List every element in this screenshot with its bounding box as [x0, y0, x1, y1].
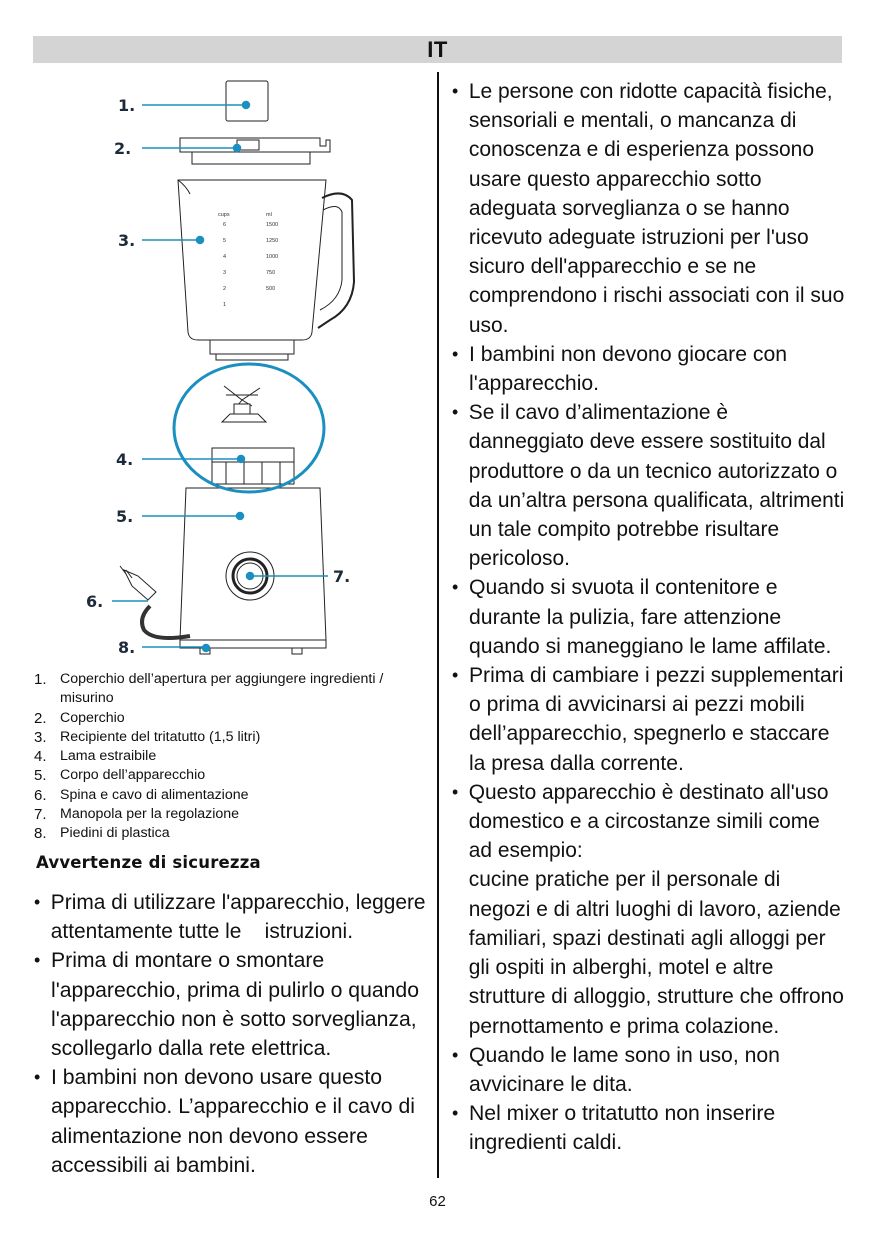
safety-bullet: • Quando le lame sono in uso, non avvicinare le dita.	[452, 1041, 844, 1099]
callout-7: 7.	[333, 567, 351, 586]
language-code: IT	[427, 37, 448, 62]
jar-scale-right-2: 1250	[266, 238, 279, 244]
parts-list-item: 7. Manopola per la regolazione	[34, 806, 240, 824]
safety-list-right	[452, 77, 844, 1158]
safety-section-title: Avvertenze di sicurezza	[36, 853, 261, 872]
callout-3: 3.	[118, 231, 136, 250]
jar-scale-right-1: 1500	[266, 222, 279, 228]
callout-6: 6.	[86, 592, 104, 611]
jar-scale-left-6: 1	[223, 302, 227, 308]
parts-list-item: 5. Corpo dell’apparecchio	[34, 767, 206, 785]
parts-list-item: 1. Coperchio dell’apertura per aggiungere ingredienti / misurino	[34, 671, 384, 707]
parts-list-item: 6. Spina e cavo di alimentazione	[34, 786, 249, 804]
safety-bullet: • Questo apparecchio è destinato all'uso domestico e a circostanze simili come ad esempio: cucine pratiche per il personale di negozi e di altri luoghi di lavoro, aziende familiari, spazi destinati agli alloggi per gli ospiti in alberghi, motel e altre strutture di alloggio, strutture che offrono pernottamento e prima colazione.	[452, 778, 861, 1041]
jar-scale-right-5: 500	[266, 286, 276, 292]
parts-list-item: 3. Recipiente del tritatutto (1,5 litri)	[34, 728, 261, 746]
safety-list-left	[34, 888, 426, 1180]
blade-base-drawing	[212, 448, 294, 484]
callout-1: 1.	[118, 96, 136, 115]
jar-scale-left-head: cups	[218, 212, 230, 218]
safety-bullet: • I bambini non devono giocare con l'apparecchio.	[452, 340, 844, 398]
safety-bullet: • Prima di cambiare i pezzi supplementari o prima di avvicinarsi ai pezzi mobili dell’apparecchio, spegnerlo e staccare la presa dalla corrente.	[452, 661, 861, 778]
page-number: 62	[429, 1193, 446, 1210]
safety-bullet: • Le persone con ridotte capacità fisiche, sensoriali e mentali, o mancanza di conoscenza e di esperienza possono usare questo apparecchio sotto adeguata sorveglianza o se hanno ricevuto adeguate istruzioni per l'uso sicuro dell'apparecchio e se ne comprendono i rischi associati con il suo uso.	[452, 77, 861, 340]
jar-scale-left-2: 5	[223, 238, 227, 244]
safety-bullet: • I bambini non devono usare questo apparecchio. L’apparecchio e il cavo di alimentazione non devono essere accessibili ai bambini.	[34, 1063, 426, 1180]
parts-list-item: 2. Coperchio	[34, 709, 125, 727]
safety-bullet: • Prima di montare o smontare l'apparecchio, prima di pulirlo o quando l'apparecchio non è sotto sorveglianza, scollegarlo dalla rete elettrica.	[34, 946, 426, 1063]
jar-scale-right-3: 1000	[266, 254, 279, 260]
parts-list-item: 8. Piedini di plastica	[34, 825, 170, 843]
jar-scale-right-head: ml	[266, 212, 272, 218]
column-divider	[437, 72, 439, 1178]
jar-drawing	[178, 180, 326, 340]
callout-8: 8.	[118, 638, 136, 657]
callout-4: 4.	[116, 450, 134, 469]
jar-scale-left-3: 4	[223, 254, 227, 260]
jar-scale-left-1: 6	[223, 222, 227, 228]
language-header-bar	[33, 36, 842, 63]
safety-bullet: • Quando si svuota il contenitore e durante la pulizia, fare attenzione quando si maneggiano le lame affilate.	[452, 573, 844, 661]
blender-diagram	[30, 70, 430, 670]
jar-scale-left-4: 3	[223, 270, 227, 276]
callout-2: 2.	[114, 139, 132, 158]
callout-5: 5.	[116, 507, 134, 526]
parts-list-item: 4. Lama estraibile	[34, 748, 157, 766]
jar-scale-right-4: 750	[266, 270, 276, 276]
safety-bullet: • Nel mixer o tritatutto non inserire ingredienti caldi.	[452, 1099, 844, 1157]
jar-scale-left-5: 2	[223, 286, 227, 292]
safety-bullet: • Se il cavo d’alimentazione è danneggiato deve essere sostituito dal produttore o da un tecnico autorizzato o da un’altra persona qualificata, altrimenti un tale compito potrebbe risultare pericoloso.	[452, 398, 861, 573]
safety-bullet: • Prima di utilizzare l'apparecchio, leggere attentamente tutte le istruzioni.	[34, 888, 443, 946]
parts-list	[34, 670, 434, 844]
